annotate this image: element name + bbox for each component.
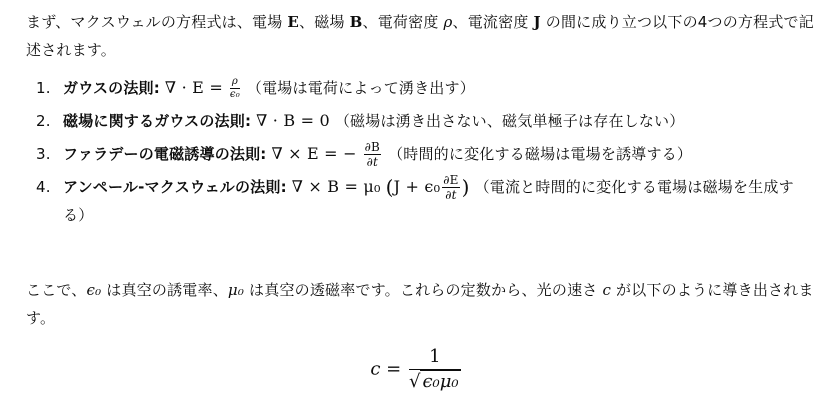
- outro-paragraph: [26, 276, 815, 332]
- item-number: 4.: [36, 178, 51, 196]
- symbol-c: c: [602, 281, 612, 299]
- equation-lhs: ∇ × E = −: [271, 144, 357, 163]
- intro-text-4: 、電流密度: [452, 13, 534, 31]
- symbol-J: J: [533, 13, 541, 31]
- item-title: ガウスの法則:: [63, 79, 160, 97]
- intro-paragraph: [26, 8, 815, 64]
- item-description: （磁場は湧き出さない、磁気単極子は存在しない）: [334, 112, 685, 130]
- intro-text-2: 、磁場: [299, 13, 350, 31]
- item-title: アンペール-マクスウェルの法則:: [63, 178, 287, 196]
- equation-lhs: ∇ · E =: [164, 78, 223, 97]
- equation-lhs: ∇ · B = 0: [256, 111, 330, 130]
- fraction-denominator: ∂t: [366, 155, 379, 169]
- item-description: （電場は電荷によって湧き出す）: [246, 79, 475, 97]
- outro-text-2: は真空の誘電率、: [101, 281, 228, 299]
- symbol-rho: ρ: [443, 13, 453, 31]
- list-item: [0, 107, 833, 135]
- list-item: [0, 173, 833, 229]
- display-denominator: [409, 370, 461, 391]
- item-number: 1.: [36, 79, 51, 97]
- item-description: （時間的に変化する磁場は電場を誘導する）: [388, 145, 693, 163]
- fraction: [442, 174, 459, 201]
- item-title: ファラデーの電磁誘導の法則:: [63, 145, 267, 163]
- equation-lhs: ∇ × B = μ₀: [291, 177, 381, 196]
- item-description: （電流と時間的に変化する電場は磁場を生成する）: [63, 178, 794, 224]
- outro-text-3: は真空の透磁率です。これらの定数から、光の速さ: [244, 281, 603, 299]
- display-fraction: [409, 348, 461, 391]
- intro-text-5: の間に成り立つ以下の4つの方程式で記述されます。: [26, 13, 814, 59]
- item-number: 3.: [36, 145, 51, 163]
- fraction-numerator: ∂B: [364, 140, 381, 154]
- fraction-numerator: ρ: [231, 76, 238, 87]
- list-item: [0, 140, 833, 168]
- symbol-mu0: μ₀: [227, 281, 245, 299]
- outro-text-1: ここで、: [26, 281, 87, 299]
- speed-of-light-equation: [0, 348, 833, 391]
- fraction-numerator: ∂E: [443, 173, 459, 187]
- intro-text-1: まず、マクスウェルの方程式は、電場: [26, 13, 288, 31]
- fraction: [364, 141, 381, 168]
- intro-text-3: 、電荷密度: [362, 13, 444, 31]
- square-root: √ ϵ₀μ₀: [408, 371, 459, 392]
- outro-text-4: が以下のように導き出されます。: [26, 281, 814, 327]
- fraction-denominator: ∂t: [445, 188, 457, 202]
- open-paren: (: [385, 175, 394, 199]
- symbol-epsilon0: ϵ₀: [86, 281, 102, 299]
- symbol-B: B: [349, 13, 363, 31]
- display-lhs: c =: [370, 358, 402, 380]
- display-numerator: 1: [409, 348, 461, 370]
- equation-inner: J + ϵ₀: [393, 177, 441, 196]
- fraction: [230, 77, 240, 100]
- symbol-E: E: [287, 13, 300, 31]
- item-number: 2.: [36, 112, 51, 130]
- close-paren: ): [461, 175, 470, 199]
- radicand: ϵ₀μ₀: [422, 371, 459, 392]
- fraction-denominator: ϵ₀: [229, 89, 240, 100]
- list-item: [0, 74, 833, 102]
- item-title: 磁場に関するガウスの法則:: [63, 112, 252, 130]
- equation-list: [0, 74, 833, 229]
